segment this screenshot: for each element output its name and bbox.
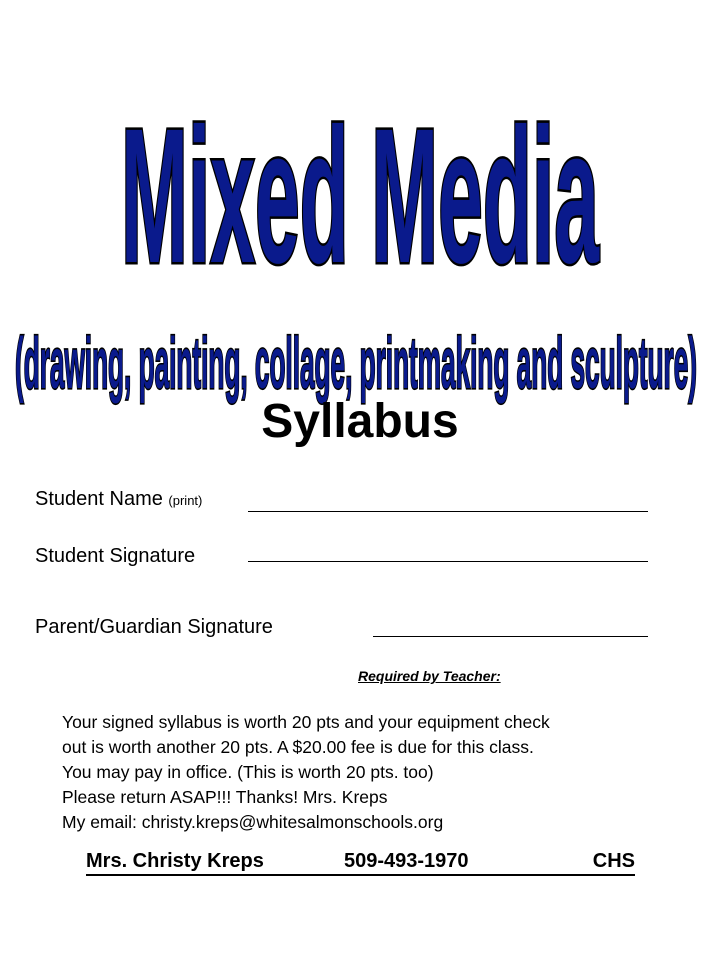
- student-name-label-row: [35, 489, 202, 509]
- syllabus-heading: Syllabus: [261, 395, 459, 448]
- student-name-label: Student Name: [35, 488, 163, 510]
- school-name: CHS: [592, 850, 635, 872]
- teacher-contact-footer: [86, 848, 635, 876]
- instructions-paragraph: [62, 710, 702, 835]
- instruction-line: You may pay in office. (This is worth 20 pts. too): [62, 762, 434, 782]
- email-line: My email: christy.kreps@whitesalmonschools.org: [62, 812, 444, 832]
- student-signature-line[interactable]: [248, 561, 648, 562]
- teacher-name: Mrs. Christy Kreps: [86, 850, 264, 872]
- student-name-line[interactable]: [248, 511, 648, 512]
- student-name-hint: (print): [168, 493, 203, 508]
- teacher-phone: 509-493-1970: [344, 850, 469, 872]
- page-subtitle: (drawing, painting, collage, printmaking and sculpture): [15, 322, 698, 404]
- title-wordart: [0, 80, 720, 304]
- parent-signature-label: Parent/Guardian Signature: [35, 616, 273, 638]
- instruction-line: out is worth another 20 pts. A $20.00 fee is due for this class.: [62, 737, 534, 757]
- instruction-line: Your signed syllabus is worth 20 pts and your equipment check: [62, 712, 550, 732]
- student-signature-label: Student Signature: [35, 545, 196, 567]
- page-title: Mixed Media: [121, 88, 600, 304]
- instruction-line: Please return ASAP!!! Thanks! Mrs. Kreps: [62, 787, 388, 807]
- required-note: Required by Teacher:: [358, 668, 501, 684]
- parent-signature-line[interactable]: [373, 636, 648, 637]
